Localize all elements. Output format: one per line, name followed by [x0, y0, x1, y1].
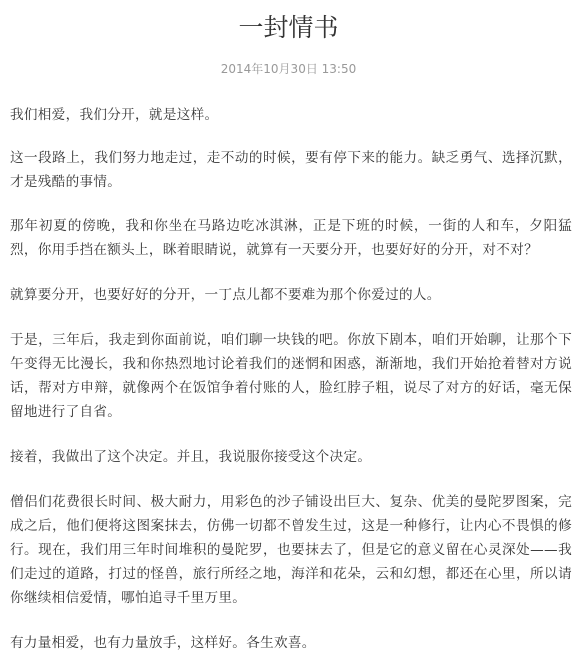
paragraph-2: 这一段路上，我们努力地走过，走不动的时候，要有停下来的能力。缺乏勇气、选择沉默，才是残酷的事情。: [10, 150, 572, 190]
paragraph-4: 就算要分开，也要好好的分开，一丁点儿都不要难为那个你爱过的人。: [10, 287, 441, 303]
paragraph-7: 僧侣们花费很长时间、极大耐力，用彩色的沙子铺设出巨大、复杂、优美的曼陀罗图案，完成之后，他们便将这图案抹去，仿佛一切都不曾发生过，这是一种修行，让内心不畏惧的修行。现在，我们用三年时间堆积的曼陀罗，也要抹去了，但是它的意义留在心灵深处——我们走过的道路，打过的怪兽，旅行所经之地，海洋和花朵，云和幻想，都还在心里，所以请你继续相信爱情，哪怕追寻千里万里。: [10, 494, 572, 606]
paragraph-8: 有力量相爱，也有力量放手，这样好。各生欢喜。: [10, 635, 316, 651]
article-body: [10, 103, 572, 655]
article-date: 2014年10月30日 13:50: [220, 62, 357, 76]
paragraph-3: 那年初夏的傍晚，我和你坐在马路边吃冰淇淋，正是下班的时候，一街的人和车，夕阳猛烈，你用手挡在额头上，眯着眼睛说，就算有一天要分开，也要好好的分开，对不对？: [10, 218, 572, 258]
article-title: 一封情书: [238, 13, 339, 42]
paragraph-5: 于是，三年后，我走到你面前说，咱们聊一块钱的吧。你放下剧本，咱们开始聊，让那个下午变得无比漫长，我和你热烈地讨论着我们的迷惘和困惑，渐渐地，我们开始抢着替对方说话，帮对方申辩，就像两个在饭馆争着付账的人，脸红脖子粗，说尽了对方的好话，毫无保留地进行了自省。: [10, 332, 572, 420]
paragraph-6: 接着，我做出了这个决定。并且，我说服你接受这个决定。: [10, 449, 372, 465]
paragraph-1: 我们相爱，我们分开，就是这样。: [10, 107, 219, 123]
